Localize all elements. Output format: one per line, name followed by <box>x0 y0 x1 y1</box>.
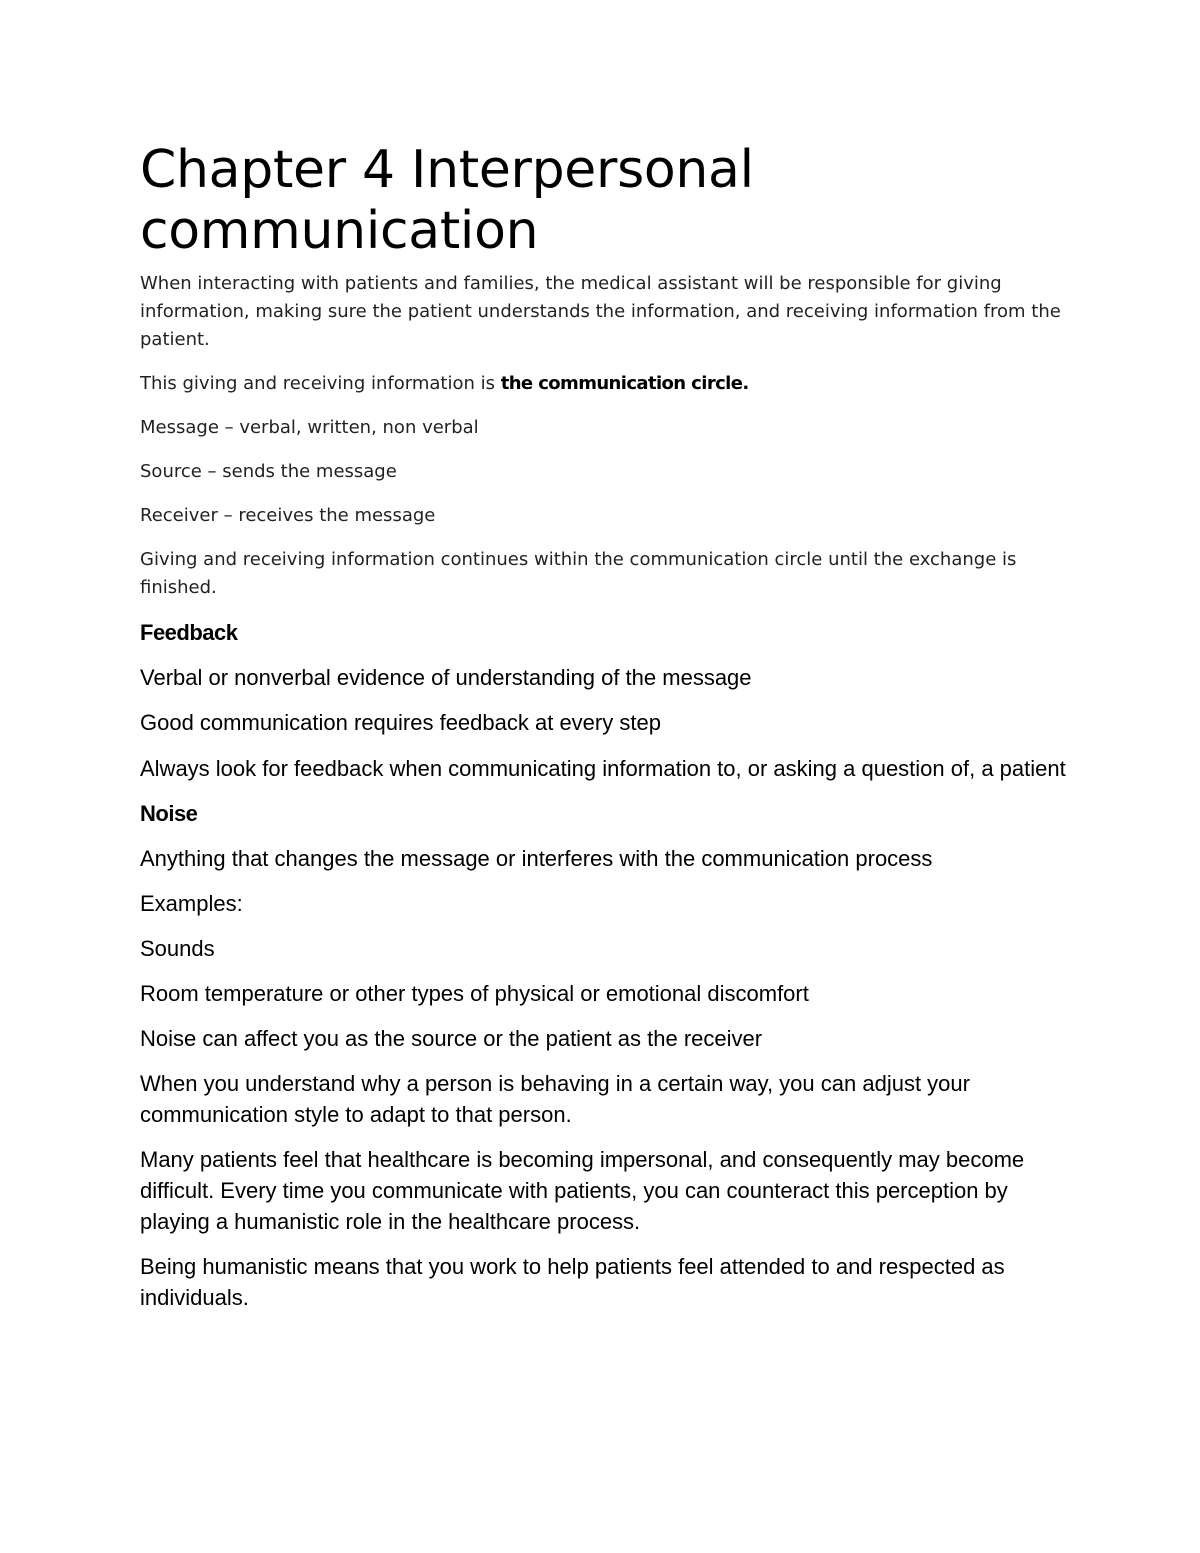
noise-item: Many patients feel that healthcare is becoming impersonal, and consequently may become difficult. Every time you communicate with patients, you can counteract this perception by playing a humanistic role in the healthcare process. <box>140 1147 1025 1234</box>
document-page <box>140 140 1070 1313</box>
noise-item: Anything that changes the message or interferes with the communication process <box>140 846 933 871</box>
noise-section <box>140 798 1070 1313</box>
intro-section <box>140 270 1070 602</box>
intro-paragraph: When interacting with patients and families, the medical assistant will be responsible for giving information, making sure the patient understands the information, and receiving information from the patient. <box>140 273 1061 350</box>
noise-item: When you understand why a person is behaving in a certain way, you can adjust your communication style to adapt to that person. <box>140 1071 970 1127</box>
page-title: Chapter 4 Interpersonal communication <box>140 140 754 261</box>
feedback-item: Good communication requires feedback at every step <box>140 710 661 735</box>
feedback-section <box>140 617 1070 784</box>
feedback-heading: Feedback <box>140 620 238 645</box>
communication-circle-paragraph <box>140 370 1070 398</box>
noise-item: Noise can affect you as the source or the patient as the receiver <box>140 1026 763 1051</box>
noise-item: Sounds <box>140 936 215 961</box>
circle-continues-paragraph: Giving and receiving information continues within the communication circle until the exchange is finished. <box>140 549 1017 598</box>
feedback-item: Always look for feedback when communicating information to, or asking a question of, a patient <box>140 756 1066 781</box>
source-definition: Source – sends the message <box>140 461 397 482</box>
feedback-item: Verbal or nonverbal evidence of understanding of the message <box>140 665 752 690</box>
noise-item: Room temperature or other types of physical or emotional discomfort <box>140 981 809 1006</box>
communication-circle-lead: This giving and receiving information is <box>140 373 501 394</box>
noise-heading: Noise <box>140 801 198 826</box>
receiver-definition: Receiver – receives the message <box>140 505 436 526</box>
communication-circle-term: the communication circle. <box>500 373 749 394</box>
noise-item: Being humanistic means that you work to help patients feel attended to and respected as individuals. <box>140 1254 1005 1310</box>
message-definition: Message – verbal, written, non verbal <box>140 417 479 438</box>
noise-item: Examples: <box>140 891 243 916</box>
